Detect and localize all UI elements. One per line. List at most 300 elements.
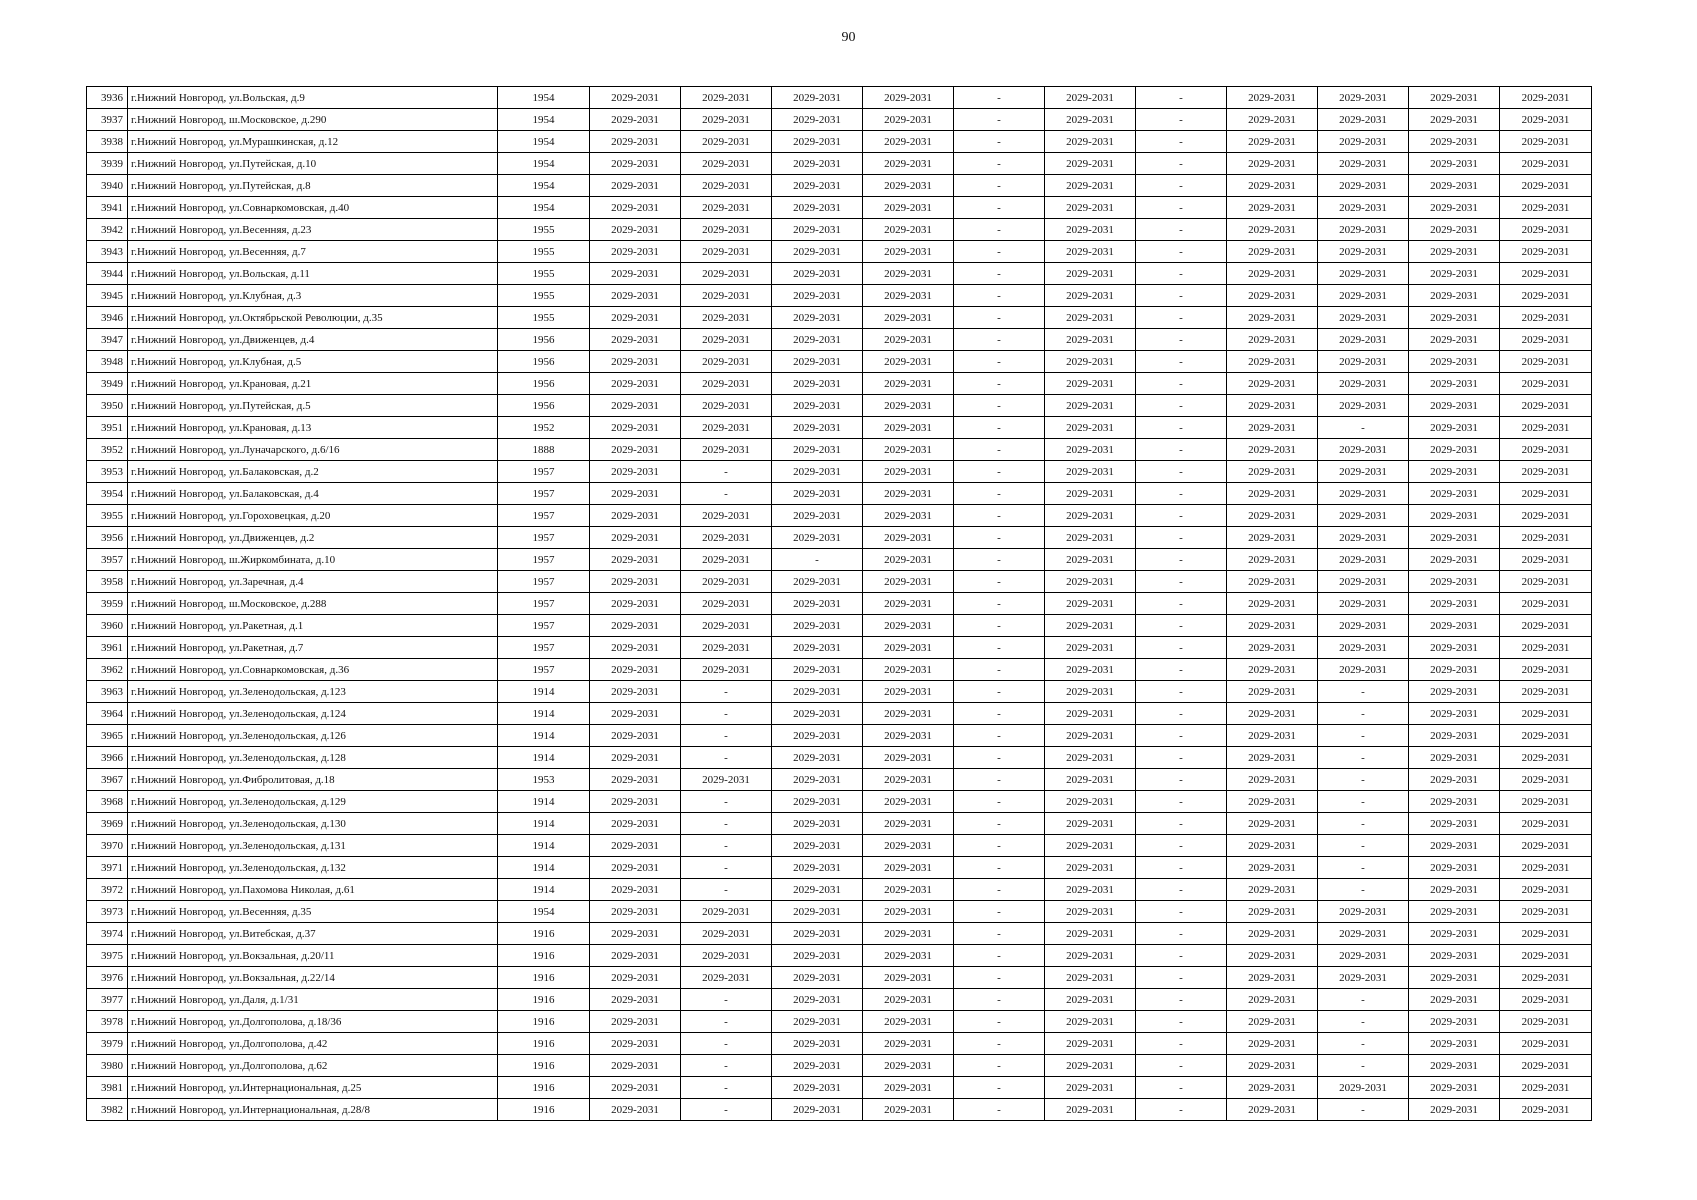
period-col-4-cell: 2029-2031 bbox=[863, 1077, 954, 1099]
address-cell: г.Нижний Новгород, ул.Зеленодольская, д.123 bbox=[128, 681, 498, 703]
period-col-11-cell: 2029-2031 bbox=[1500, 769, 1592, 791]
period-col-10-cell: 2029-2031 bbox=[1409, 527, 1500, 549]
period-col-2-cell: 2029-2031 bbox=[681, 109, 772, 131]
period-col-11-cell: 2029-2031 bbox=[1500, 967, 1592, 989]
period-col-11-cell: 2029-2031 bbox=[1500, 373, 1592, 395]
year-built-cell: 1916 bbox=[498, 923, 590, 945]
table-row bbox=[87, 1077, 1592, 1099]
year-built-cell: 1914 bbox=[498, 791, 590, 813]
period-col-7-cell: - bbox=[1136, 461, 1227, 483]
period-col-2-cell: 2029-2031 bbox=[681, 395, 772, 417]
address-cell: г.Нижний Новгород, ул.Мурашкинская, д.12 bbox=[128, 131, 498, 153]
period-col-6-cell: 2029-2031 bbox=[1045, 857, 1136, 879]
period-col-4-cell: 2029-2031 bbox=[863, 769, 954, 791]
period-col-11-cell: 2029-2031 bbox=[1500, 109, 1592, 131]
period-col-7-cell: - bbox=[1136, 879, 1227, 901]
period-col-4-cell: 2029-2031 bbox=[863, 615, 954, 637]
period-col-3-cell: 2029-2031 bbox=[772, 461, 863, 483]
table-row bbox=[87, 703, 1592, 725]
period-col-1-cell: 2029-2031 bbox=[590, 153, 681, 175]
period-col-4-cell: 2029-2031 bbox=[863, 813, 954, 835]
period-col-11-cell: 2029-2031 bbox=[1500, 307, 1592, 329]
period-col-10-cell: 2029-2031 bbox=[1409, 307, 1500, 329]
period-col-8-cell: 2029-2031 bbox=[1227, 879, 1318, 901]
period-col-6-cell: 2029-2031 bbox=[1045, 131, 1136, 153]
period-col-4-cell: 2029-2031 bbox=[863, 703, 954, 725]
period-col-7-cell: - bbox=[1136, 747, 1227, 769]
period-col-9-cell: 2029-2031 bbox=[1318, 637, 1409, 659]
table-row bbox=[87, 571, 1592, 593]
housing-registry-table bbox=[86, 86, 1592, 1121]
row-number-cell: 3962 bbox=[87, 659, 128, 681]
row-number-cell: 3960 bbox=[87, 615, 128, 637]
period-col-9-cell: 2029-2031 bbox=[1318, 241, 1409, 263]
period-col-11-cell: 2029-2031 bbox=[1500, 681, 1592, 703]
row-number-cell: 3946 bbox=[87, 307, 128, 329]
period-col-10-cell: 2029-2031 bbox=[1409, 351, 1500, 373]
period-col-6-cell: 2029-2031 bbox=[1045, 197, 1136, 219]
address-cell: г.Нижний Новгород, ул.Зеленодольская, д.130 bbox=[128, 813, 498, 835]
period-col-3-cell: 2029-2031 bbox=[772, 989, 863, 1011]
table-row bbox=[87, 835, 1592, 857]
period-col-4-cell: 2029-2031 bbox=[863, 879, 954, 901]
period-col-1-cell: 2029-2031 bbox=[590, 461, 681, 483]
year-built-cell: 1914 bbox=[498, 703, 590, 725]
period-col-7-cell: - bbox=[1136, 351, 1227, 373]
year-built-cell: 1916 bbox=[498, 1055, 590, 1077]
period-col-7-cell: - bbox=[1136, 769, 1227, 791]
row-number-cell: 3956 bbox=[87, 527, 128, 549]
period-col-2-cell: - bbox=[681, 1099, 772, 1121]
period-col-3-cell: 2029-2031 bbox=[772, 395, 863, 417]
period-col-1-cell: 2029-2031 bbox=[590, 857, 681, 879]
period-col-5-cell: - bbox=[954, 395, 1045, 417]
period-col-8-cell: 2029-2031 bbox=[1227, 1099, 1318, 1121]
period-col-8-cell: 2029-2031 bbox=[1227, 681, 1318, 703]
period-col-11-cell: 2029-2031 bbox=[1500, 527, 1592, 549]
row-number-cell: 3950 bbox=[87, 395, 128, 417]
period-col-11-cell: 2029-2031 bbox=[1500, 131, 1592, 153]
period-col-9-cell: - bbox=[1318, 681, 1409, 703]
period-col-11-cell: 2029-2031 bbox=[1500, 923, 1592, 945]
period-col-5-cell: - bbox=[954, 571, 1045, 593]
period-col-5-cell: - bbox=[954, 1099, 1045, 1121]
period-col-6-cell: 2029-2031 bbox=[1045, 835, 1136, 857]
period-col-1-cell: 2029-2031 bbox=[590, 637, 681, 659]
address-cell: г.Нижний Новгород, ул.Вокзальная, д.22/14 bbox=[128, 967, 498, 989]
period-col-8-cell: 2029-2031 bbox=[1227, 1077, 1318, 1099]
table-row bbox=[87, 417, 1592, 439]
period-col-5-cell: - bbox=[954, 703, 1045, 725]
period-col-6-cell: 2029-2031 bbox=[1045, 307, 1136, 329]
table-row bbox=[87, 1099, 1592, 1121]
table-row bbox=[87, 945, 1592, 967]
period-col-5-cell: - bbox=[954, 307, 1045, 329]
period-col-8-cell: 2029-2031 bbox=[1227, 659, 1318, 681]
table-row bbox=[87, 1055, 1592, 1077]
period-col-5-cell: - bbox=[954, 637, 1045, 659]
period-col-3-cell: 2029-2031 bbox=[772, 1011, 863, 1033]
period-col-5-cell: - bbox=[954, 1011, 1045, 1033]
period-col-9-cell: 2029-2031 bbox=[1318, 1077, 1409, 1099]
table-row bbox=[87, 813, 1592, 835]
period-col-5-cell: - bbox=[954, 835, 1045, 857]
period-col-4-cell: 2029-2031 bbox=[863, 923, 954, 945]
period-col-1-cell: 2029-2031 bbox=[590, 769, 681, 791]
period-col-8-cell: 2029-2031 bbox=[1227, 307, 1318, 329]
period-col-8-cell: 2029-2031 bbox=[1227, 703, 1318, 725]
table-row bbox=[87, 373, 1592, 395]
row-number-cell: 3978 bbox=[87, 1011, 128, 1033]
year-built-cell: 1954 bbox=[498, 153, 590, 175]
year-built-cell: 1916 bbox=[498, 1077, 590, 1099]
period-col-1-cell: 2029-2031 bbox=[590, 967, 681, 989]
period-col-1-cell: 2029-2031 bbox=[590, 791, 681, 813]
period-col-10-cell: 2029-2031 bbox=[1409, 1055, 1500, 1077]
address-cell: г.Нижний Новгород, ул.Зеленодольская, д.132 bbox=[128, 857, 498, 879]
period-col-11-cell: 2029-2031 bbox=[1500, 945, 1592, 967]
period-col-4-cell: 2029-2031 bbox=[863, 791, 954, 813]
table-row bbox=[87, 791, 1592, 813]
address-cell: г.Нижний Новгород, ул.Октябрьской Революции, д.35 bbox=[128, 307, 498, 329]
period-col-3-cell: 2029-2031 bbox=[772, 593, 863, 615]
row-number-cell: 3980 bbox=[87, 1055, 128, 1077]
period-col-3-cell: 2029-2031 bbox=[772, 1033, 863, 1055]
period-col-2-cell: - bbox=[681, 747, 772, 769]
row-number-cell: 3966 bbox=[87, 747, 128, 769]
period-col-10-cell: 2029-2031 bbox=[1409, 835, 1500, 857]
table-row bbox=[87, 483, 1592, 505]
period-col-1-cell: 2029-2031 bbox=[590, 87, 681, 109]
period-col-1-cell: 2029-2031 bbox=[590, 813, 681, 835]
row-number-cell: 3938 bbox=[87, 131, 128, 153]
period-col-1-cell: 2029-2031 bbox=[590, 197, 681, 219]
period-col-8-cell: 2029-2031 bbox=[1227, 1011, 1318, 1033]
period-col-6-cell: 2029-2031 bbox=[1045, 285, 1136, 307]
address-cell: г.Нижний Новгород, ул.Балаковская, д.4 bbox=[128, 483, 498, 505]
year-built-cell: 1957 bbox=[498, 593, 590, 615]
period-col-8-cell: 2029-2031 bbox=[1227, 989, 1318, 1011]
period-col-3-cell: 2029-2031 bbox=[772, 439, 863, 461]
period-col-2-cell: - bbox=[681, 857, 772, 879]
table-row bbox=[87, 285, 1592, 307]
period-col-1-cell: 2029-2031 bbox=[590, 505, 681, 527]
period-col-11-cell: 2029-2031 bbox=[1500, 351, 1592, 373]
period-col-1-cell: 2029-2031 bbox=[590, 703, 681, 725]
table-row bbox=[87, 769, 1592, 791]
period-col-11-cell: 2029-2031 bbox=[1500, 703, 1592, 725]
row-number-cell: 3953 bbox=[87, 461, 128, 483]
table-row bbox=[87, 615, 1592, 637]
period-col-3-cell: 2029-2031 bbox=[772, 307, 863, 329]
table-row bbox=[87, 681, 1592, 703]
address-cell: г.Нижний Новгород, ул.Ракетная, д.7 bbox=[128, 637, 498, 659]
period-col-10-cell: 2029-2031 bbox=[1409, 219, 1500, 241]
table-row bbox=[87, 593, 1592, 615]
period-col-7-cell: - bbox=[1136, 483, 1227, 505]
period-col-5-cell: - bbox=[954, 175, 1045, 197]
period-col-9-cell: - bbox=[1318, 1099, 1409, 1121]
period-col-11-cell: 2029-2031 bbox=[1500, 637, 1592, 659]
year-built-cell: 1954 bbox=[498, 197, 590, 219]
period-col-6-cell: 2029-2031 bbox=[1045, 615, 1136, 637]
row-number-cell: 3973 bbox=[87, 901, 128, 923]
period-col-1-cell: 2029-2031 bbox=[590, 241, 681, 263]
period-col-3-cell: 2029-2031 bbox=[772, 131, 863, 153]
row-number-cell: 3982 bbox=[87, 1099, 128, 1121]
address-cell: г.Нижний Новгород, ул.Интернациональная, д.28/8 bbox=[128, 1099, 498, 1121]
period-col-5-cell: - bbox=[954, 923, 1045, 945]
period-col-6-cell: 2029-2031 bbox=[1045, 549, 1136, 571]
period-col-4-cell: 2029-2031 bbox=[863, 835, 954, 857]
period-col-7-cell: - bbox=[1136, 175, 1227, 197]
period-col-5-cell: - bbox=[954, 197, 1045, 219]
table-row bbox=[87, 879, 1592, 901]
table-row bbox=[87, 857, 1592, 879]
period-col-6-cell: 2029-2031 bbox=[1045, 989, 1136, 1011]
period-col-10-cell: 2029-2031 bbox=[1409, 1099, 1500, 1121]
period-col-1-cell: 2029-2031 bbox=[590, 483, 681, 505]
period-col-7-cell: - bbox=[1136, 439, 1227, 461]
period-col-1-cell: 2029-2031 bbox=[590, 395, 681, 417]
period-col-1-cell: 2029-2031 bbox=[590, 593, 681, 615]
period-col-1-cell: 2029-2031 bbox=[590, 1055, 681, 1077]
period-col-5-cell: - bbox=[954, 417, 1045, 439]
period-col-9-cell: 2029-2031 bbox=[1318, 373, 1409, 395]
table-row bbox=[87, 153, 1592, 175]
period-col-4-cell: 2029-2031 bbox=[863, 945, 954, 967]
period-col-6-cell: 2029-2031 bbox=[1045, 879, 1136, 901]
table-row bbox=[87, 461, 1592, 483]
period-col-5-cell: - bbox=[954, 901, 1045, 923]
period-col-10-cell: 2029-2031 bbox=[1409, 901, 1500, 923]
period-col-7-cell: - bbox=[1136, 329, 1227, 351]
period-col-1-cell: 2029-2031 bbox=[590, 747, 681, 769]
period-col-8-cell: 2029-2031 bbox=[1227, 219, 1318, 241]
period-col-4-cell: 2029-2031 bbox=[863, 1011, 954, 1033]
period-col-6-cell: 2029-2031 bbox=[1045, 571, 1136, 593]
row-number-cell: 3977 bbox=[87, 989, 128, 1011]
address-cell: г.Нижний Новгород, ул.Гороховецкая, д.20 bbox=[128, 505, 498, 527]
period-col-4-cell: 2029-2031 bbox=[863, 1055, 954, 1077]
period-col-2-cell: 2029-2031 bbox=[681, 417, 772, 439]
period-col-2-cell: - bbox=[681, 1033, 772, 1055]
table-row bbox=[87, 527, 1592, 549]
address-cell: г.Нижний Новгород, ул.Балаковская, д.2 bbox=[128, 461, 498, 483]
period-col-10-cell: 2029-2031 bbox=[1409, 945, 1500, 967]
period-col-2-cell: 2029-2031 bbox=[681, 263, 772, 285]
table-row bbox=[87, 923, 1592, 945]
period-col-10-cell: 2029-2031 bbox=[1409, 857, 1500, 879]
period-col-6-cell: 2029-2031 bbox=[1045, 417, 1136, 439]
period-col-5-cell: - bbox=[954, 989, 1045, 1011]
period-col-9-cell: - bbox=[1318, 791, 1409, 813]
period-col-7-cell: - bbox=[1136, 549, 1227, 571]
period-col-4-cell: 2029-2031 bbox=[863, 241, 954, 263]
period-col-2-cell: 2029-2031 bbox=[681, 615, 772, 637]
period-col-10-cell: 2029-2031 bbox=[1409, 439, 1500, 461]
period-col-1-cell: 2029-2031 bbox=[590, 417, 681, 439]
address-cell: г.Нижний Новгород, ул.Зеленодольская, д.128 bbox=[128, 747, 498, 769]
period-col-1-cell: 2029-2031 bbox=[590, 725, 681, 747]
period-col-8-cell: 2029-2031 bbox=[1227, 483, 1318, 505]
period-col-7-cell: - bbox=[1136, 835, 1227, 857]
period-col-1-cell: 2029-2031 bbox=[590, 527, 681, 549]
period-col-9-cell: 2029-2031 bbox=[1318, 109, 1409, 131]
period-col-6-cell: 2029-2031 bbox=[1045, 439, 1136, 461]
period-col-1-cell: 2029-2031 bbox=[590, 659, 681, 681]
period-col-10-cell: 2029-2031 bbox=[1409, 681, 1500, 703]
year-built-cell: 1957 bbox=[498, 571, 590, 593]
row-number-cell: 3967 bbox=[87, 769, 128, 791]
address-cell: г.Нижний Новгород, ул.Вольская, д.9 bbox=[128, 87, 498, 109]
period-col-11-cell: 2029-2031 bbox=[1500, 505, 1592, 527]
period-col-7-cell: - bbox=[1136, 813, 1227, 835]
period-col-1-cell: 2029-2031 bbox=[590, 1077, 681, 1099]
period-col-9-cell: - bbox=[1318, 879, 1409, 901]
period-col-10-cell: 2029-2031 bbox=[1409, 967, 1500, 989]
period-col-6-cell: 2029-2031 bbox=[1045, 153, 1136, 175]
period-col-9-cell: 2029-2031 bbox=[1318, 87, 1409, 109]
year-built-cell: 1916 bbox=[498, 1011, 590, 1033]
period-col-4-cell: 2029-2031 bbox=[863, 571, 954, 593]
period-col-11-cell: 2029-2031 bbox=[1500, 615, 1592, 637]
period-col-9-cell: 2029-2031 bbox=[1318, 197, 1409, 219]
period-col-7-cell: - bbox=[1136, 285, 1227, 307]
period-col-2-cell: 2029-2031 bbox=[681, 439, 772, 461]
period-col-11-cell: 2029-2031 bbox=[1500, 285, 1592, 307]
period-col-5-cell: - bbox=[954, 153, 1045, 175]
period-col-7-cell: - bbox=[1136, 791, 1227, 813]
period-col-8-cell: 2029-2031 bbox=[1227, 461, 1318, 483]
year-built-cell: 1954 bbox=[498, 901, 590, 923]
period-col-11-cell: 2029-2031 bbox=[1500, 87, 1592, 109]
period-col-9-cell: - bbox=[1318, 835, 1409, 857]
period-col-8-cell: 2029-2031 bbox=[1227, 241, 1318, 263]
row-number-cell: 3976 bbox=[87, 967, 128, 989]
period-col-3-cell: 2029-2031 bbox=[772, 945, 863, 967]
period-col-6-cell: 2029-2031 bbox=[1045, 505, 1136, 527]
period-col-10-cell: 2029-2031 bbox=[1409, 725, 1500, 747]
row-number-cell: 3942 bbox=[87, 219, 128, 241]
period-col-6-cell: 2029-2031 bbox=[1045, 813, 1136, 835]
period-col-3-cell: 2029-2031 bbox=[772, 373, 863, 395]
period-col-6-cell: 2029-2031 bbox=[1045, 593, 1136, 615]
period-col-6-cell: 2029-2031 bbox=[1045, 923, 1136, 945]
row-number-cell: 3963 bbox=[87, 681, 128, 703]
period-col-8-cell: 2029-2031 bbox=[1227, 439, 1318, 461]
period-col-10-cell: 2029-2031 bbox=[1409, 571, 1500, 593]
period-col-6-cell: 2029-2031 bbox=[1045, 461, 1136, 483]
period-col-4-cell: 2029-2031 bbox=[863, 285, 954, 307]
period-col-9-cell: 2029-2031 bbox=[1318, 659, 1409, 681]
period-col-10-cell: 2029-2031 bbox=[1409, 703, 1500, 725]
year-built-cell: 1957 bbox=[498, 505, 590, 527]
year-built-cell: 1916 bbox=[498, 967, 590, 989]
period-col-11-cell: 2029-2031 bbox=[1500, 395, 1592, 417]
period-col-10-cell: 2029-2031 bbox=[1409, 637, 1500, 659]
period-col-9-cell: 2029-2031 bbox=[1318, 439, 1409, 461]
period-col-1-cell: 2029-2031 bbox=[590, 373, 681, 395]
period-col-9-cell: 2029-2031 bbox=[1318, 175, 1409, 197]
address-cell: г.Нижний Новгород, ул.Весенняя, д.35 bbox=[128, 901, 498, 923]
period-col-4-cell: 2029-2031 bbox=[863, 417, 954, 439]
period-col-2-cell: 2029-2031 bbox=[681, 923, 772, 945]
row-number-cell: 3944 bbox=[87, 263, 128, 285]
period-col-2-cell: 2029-2031 bbox=[681, 175, 772, 197]
address-cell: г.Нижний Новгород, ул.Совнаркомовская, д.40 bbox=[128, 197, 498, 219]
period-col-2-cell: - bbox=[681, 1055, 772, 1077]
period-col-9-cell: 2029-2031 bbox=[1318, 395, 1409, 417]
period-col-8-cell: 2029-2031 bbox=[1227, 857, 1318, 879]
period-col-2-cell: 2029-2031 bbox=[681, 307, 772, 329]
period-col-1-cell: 2029-2031 bbox=[590, 175, 681, 197]
table-row bbox=[87, 659, 1592, 681]
period-col-10-cell: 2029-2031 bbox=[1409, 395, 1500, 417]
period-col-9-cell: - bbox=[1318, 1033, 1409, 1055]
period-col-2-cell: 2029-2031 bbox=[681, 87, 772, 109]
period-col-8-cell: 2029-2031 bbox=[1227, 967, 1318, 989]
period-col-7-cell: - bbox=[1136, 197, 1227, 219]
year-built-cell: 1955 bbox=[498, 241, 590, 263]
period-col-8-cell: 2029-2031 bbox=[1227, 285, 1318, 307]
period-col-7-cell: - bbox=[1136, 395, 1227, 417]
row-number-cell: 3981 bbox=[87, 1077, 128, 1099]
period-col-8-cell: 2029-2031 bbox=[1227, 197, 1318, 219]
row-number-cell: 3965 bbox=[87, 725, 128, 747]
period-col-9-cell: 2029-2031 bbox=[1318, 219, 1409, 241]
period-col-10-cell: 2029-2031 bbox=[1409, 813, 1500, 835]
period-col-11-cell: 2029-2031 bbox=[1500, 329, 1592, 351]
period-col-7-cell: - bbox=[1136, 637, 1227, 659]
table-row bbox=[87, 175, 1592, 197]
period-col-7-cell: - bbox=[1136, 241, 1227, 263]
period-col-6-cell: 2029-2031 bbox=[1045, 1011, 1136, 1033]
period-col-2-cell: 2029-2031 bbox=[681, 637, 772, 659]
period-col-3-cell: 2029-2031 bbox=[772, 879, 863, 901]
period-col-7-cell: - bbox=[1136, 1077, 1227, 1099]
period-col-3-cell: 2029-2031 bbox=[772, 109, 863, 131]
period-col-1-cell: 2029-2031 bbox=[590, 835, 681, 857]
table-row bbox=[87, 131, 1592, 153]
period-col-10-cell: 2029-2031 bbox=[1409, 549, 1500, 571]
table-body bbox=[87, 87, 1592, 1121]
period-col-4-cell: 2029-2031 bbox=[863, 307, 954, 329]
period-col-3-cell: 2029-2031 bbox=[772, 483, 863, 505]
period-col-9-cell: 2029-2031 bbox=[1318, 549, 1409, 571]
period-col-5-cell: - bbox=[954, 1077, 1045, 1099]
period-col-6-cell: 2029-2031 bbox=[1045, 263, 1136, 285]
period-col-11-cell: 2029-2031 bbox=[1500, 197, 1592, 219]
period-col-2-cell: - bbox=[681, 461, 772, 483]
address-cell: г.Нижний Новгород, ул.Зеленодольская, д.124 bbox=[128, 703, 498, 725]
period-col-6-cell: 2029-2031 bbox=[1045, 329, 1136, 351]
period-col-5-cell: - bbox=[954, 131, 1045, 153]
period-col-6-cell: 2029-2031 bbox=[1045, 175, 1136, 197]
period-col-1-cell: 2029-2031 bbox=[590, 681, 681, 703]
period-col-3-cell: 2029-2031 bbox=[772, 1055, 863, 1077]
period-col-5-cell: - bbox=[954, 681, 1045, 703]
table-row bbox=[87, 725, 1592, 747]
period-col-9-cell: 2029-2031 bbox=[1318, 923, 1409, 945]
period-col-7-cell: - bbox=[1136, 571, 1227, 593]
address-cell: г.Нижний Новгород, ул.Зеленодольская, д.129 bbox=[128, 791, 498, 813]
period-col-6-cell: 2029-2031 bbox=[1045, 901, 1136, 923]
period-col-1-cell: 2029-2031 bbox=[590, 307, 681, 329]
period-col-10-cell: 2029-2031 bbox=[1409, 87, 1500, 109]
address-cell: г.Нижний Новгород, ул.Даля, д.1/31 bbox=[128, 989, 498, 1011]
period-col-2-cell: 2029-2031 bbox=[681, 197, 772, 219]
